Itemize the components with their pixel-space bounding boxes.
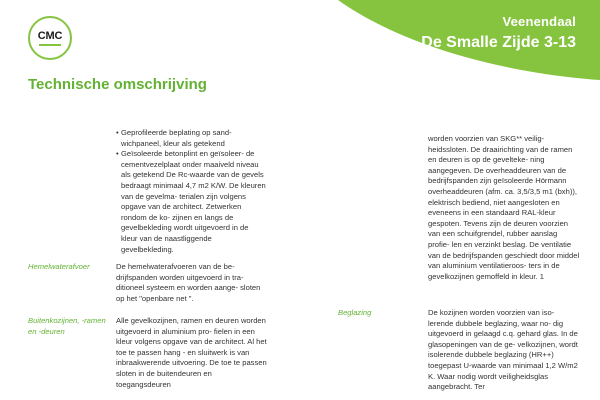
section-label-buitenkozijnen: Buitenkozijnen, -ramen en -deuren: [28, 316, 106, 336]
company-logo: [28, 16, 72, 60]
bullet-dot-icon: •: [116, 149, 119, 159]
section-label-beglazing: Beglazing: [338, 308, 372, 317]
bullet-dot-icon: •: [116, 128, 119, 137]
logo-text: CMC: [37, 30, 63, 42]
section-text-buitenkozijnen: Alle gevelkozijnen, ramen en deuren worden uitgevoerd in aluminium pro- fielen in een kleur volgens opgave van de architect. Al het toe te passen hang - en sluitwerk is van inbraakwerende uitvoering. De toe te passen sloten in de buitendeuren en toegangsdeuren: [116, 316, 267, 389]
header-street: De Smalle Zijde 3-13: [421, 34, 576, 51]
bullet-text: Geïsoleerde betonplint en geïsoleer- de cementvezelplaat onder maaiveld niveau als getekend De Rc-waarde van de gevels bedraagt minimaal 4,7 m2 K/W. De kleuren van de gevelma- terialen zijn volgens opgave van de architect. Zetwerken rondom de ko- zijnen en langs de gevelbekleding wordt uitgevoerd in de kleur van de naastliggende gevelbekleding.: [121, 149, 266, 254]
facade-bullet-list: [116, 128, 266, 255]
section-text-beglazing: De kozijnen worden voorzien van iso- lerende dubbele beglazing, waar no- dig uitgevoerd in gelaagd c.q. gehard glas. In de glasopeningen van de ge- velkozijnen, wordt isolerende dubbele beglazing (HR++) toegepast U-waarde van minimaal 1,2 W/m2 K. Waar nodig wordt veiligheidsglas aangebracht. Ter: [428, 308, 578, 392]
header-city: Veenendaal: [502, 14, 576, 29]
bullet-item: [116, 149, 266, 255]
logo-accent-bar: [39, 44, 61, 46]
page-title: Technische omschrijving: [28, 76, 207, 93]
bullet-text: Geprofileerde beplating op sand- wichpaneel, kleur als getekend: [121, 128, 232, 148]
section-text-hemelwaterafvoer: De hemelwaterafvoeren van de be- drijfspanden worden uitgevoerd in tra- ditioneel systeem en worden aange- sloten op het "openbare net ".: [116, 262, 261, 303]
section-label-hemelwaterafvoer: Hemelwaterafvoer: [28, 262, 90, 271]
bullet-item: [116, 128, 266, 149]
header-banner: [0, 0, 600, 80]
right-continuation-text: worden voorzien van SKG** veilig- heidssloten. De draairichting van de ramen en deuren is op de geveltеke- ning aangegeven. De overheaddeuren van de bedrijfspanden zijn geïsoleerde Hörmann overheaddeuren (afm. ca. 3,5/3,5 m1 (bxh)), elektrisch bediend, niet aangesloten en eveneens in een standaard RAL-kleur gespoten. Tevens zijn de deuren voorzien van een schuifgrendel, rubber aanslag profie- len en verzinkt beslag. De ventilatie van de bedrijfspanden geschiedt door middel van aluminium ventilatieroos- ters in de gevelkozijnen gemoffeld in kleur. 1: [428, 134, 580, 281]
